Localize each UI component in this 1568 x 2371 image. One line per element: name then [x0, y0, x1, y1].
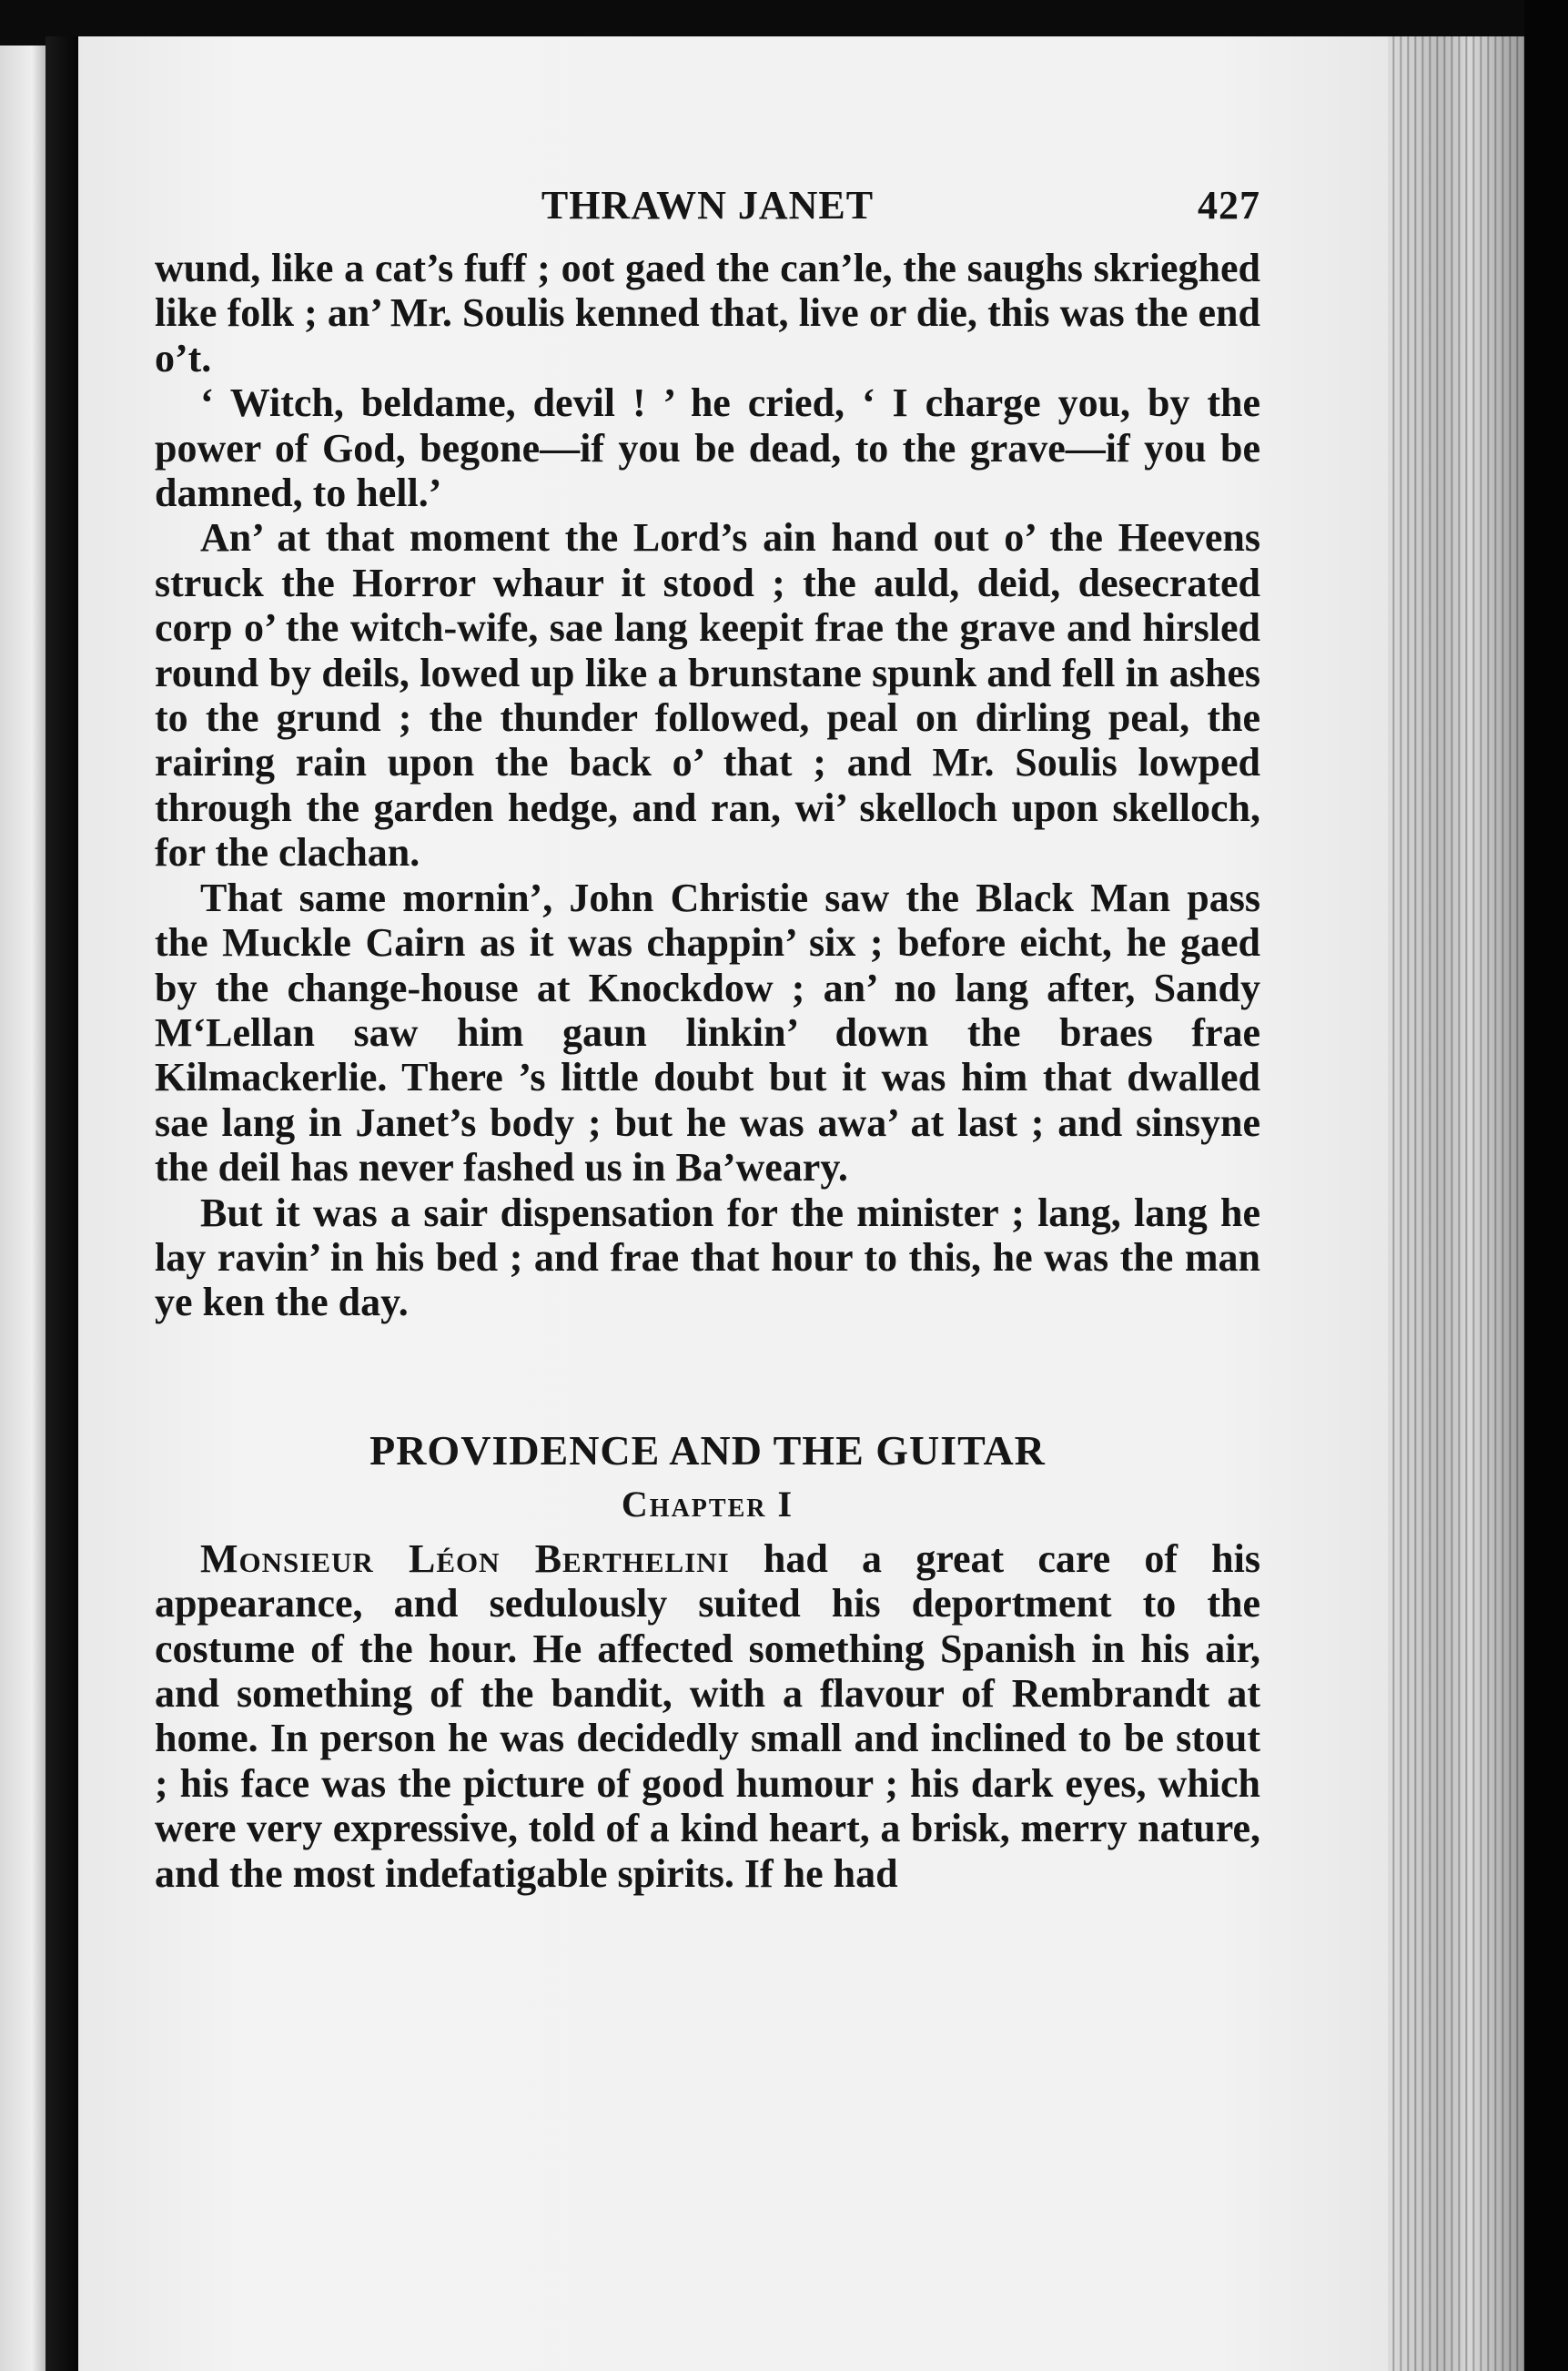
paragraph-5: But it was a sair dispensation for the minister ; lang, lang he lay ravin’ in his bed ; and frae that hour to this, he was the man ye ken the day. — [155, 1190, 1260, 1325]
page-text — [155, 182, 1260, 1896]
page-number: 427 — [1198, 183, 1260, 228]
previous-page-edge — [0, 46, 46, 2371]
paragraph-3: An’ at that moment the Lord’s ain hand out o’ the Heevens struck the Horror whaur it stood ; the auld, deid, desecrated corp o’ the witch-wife, sae lang keepit frae the grave and hirsled round by deils, lowed up like a brunstane spunk and fell in ashes to the grund ; the thunder followed, peal on dirling peal, the rairing rain upon the back o’ that ; and Mr. Soulis lowped through the garden hedge, and ran, wi’ skelloch upon skelloch, for the clachan. — [155, 515, 1260, 876]
paragraph-2: ‘ Witch, beldame, devil ! ’ he cried, ‘ I charge you, by the power of God, begone—if you be dead, to the grave—if you be damned, to hell.’ — [155, 380, 1260, 516]
chapter-opening-paragraph — [155, 1536, 1260, 1896]
chapter-heading: Chapter I — [621, 1483, 794, 1525]
paragraph-4: That same mornin’, John Christie saw the Black Man pass the Muckle Cairn as it was chappin’ six ; before eicht, he gaed by the change-house at Knockdow ; an’ no lang after, Sandy M‘Lellan saw him gaun linkin’ down the braes frae Kilmackerlie. There ’s little doubt but it was him that dwalled sae lang in Janet’s body ; but he was awa’ at last ; and sinsyne the deil has never fashed us in Ba’weary. — [155, 875, 1260, 1191]
page-fore-edge — [1388, 36, 1524, 2371]
opening-name: Monsieur Léon Berthelini — [200, 1535, 730, 1581]
running-title: THRAWN JANET — [541, 183, 875, 228]
paragraph-1: wund, like a cat’s fuff ; oot gaed the can’le, the saughs skrieghed like folk ; an’ Mr. Soulis kenned that, live or die, this was the end o’t. — [155, 246, 1260, 380]
book-gutter — [46, 36, 78, 2371]
opening-text: had a great care of his appearance, and sedulously suited his deportment to the costume of the hour. He affected something Spanish in his air, and something of the bandit, with a flavour of Rembrandt at home. In person he was decidedly small and inclined to be stout ; his face was the picture of good humour ; his dark eyes, which were very expressive, told of a kind heart, a brisk, merry nature, and the most indefatigable spirits. If he had — [155, 1535, 1260, 1896]
running-head — [155, 182, 1260, 246]
section-spacer — [155, 1325, 1260, 1425]
section-title: PROVIDENCE AND THE GUITAR — [369, 1426, 1046, 1474]
scan-background — [1524, 0, 1568, 2371]
